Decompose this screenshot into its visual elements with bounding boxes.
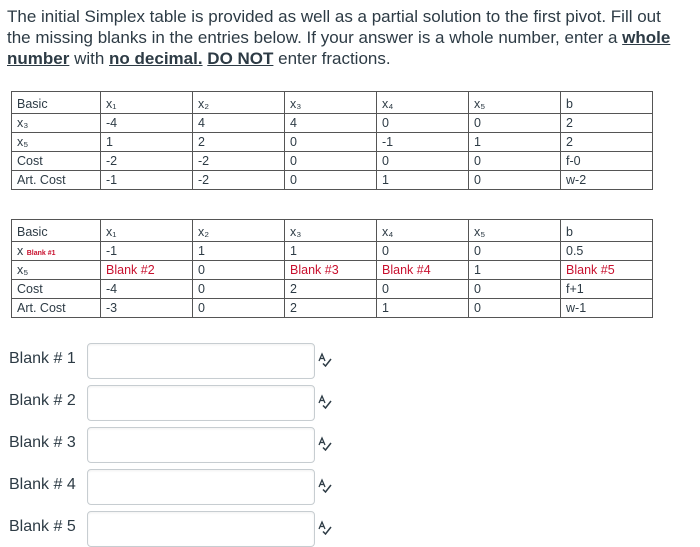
table-cell: x₅ <box>12 133 101 152</box>
spellcheck-icon[interactable] <box>317 435 333 451</box>
table-row <box>12 171 653 190</box>
table-cell: 0 <box>377 280 469 299</box>
table-row <box>12 261 653 280</box>
basic-variable: x <box>17 244 24 258</box>
table-cell: -2 <box>193 171 285 190</box>
table-cell: Cost <box>12 280 101 299</box>
table-cell: 0 <box>193 280 285 299</box>
instructions-text: with <box>69 49 110 68</box>
table-cell: 0 <box>285 171 377 190</box>
table-cell: 0 <box>193 261 285 280</box>
table-cell: 1 <box>285 242 377 261</box>
table-cell: -3 <box>101 299 193 318</box>
header-cell: b <box>561 92 653 114</box>
instructions <box>7 6 687 69</box>
table-cell: -4 <box>101 280 193 299</box>
blank-3-input[interactable] <box>87 427 315 463</box>
table-cell: x₃ <box>12 114 101 133</box>
instructions-emphasis-no-decimal: no decimal. <box>109 49 203 68</box>
header-cell: x₃ <box>285 92 377 114</box>
table-cell: 4 <box>193 114 285 133</box>
table-cell: 1 <box>469 133 561 152</box>
spellcheck-icon[interactable] <box>317 477 333 493</box>
table-cell: f+1 <box>561 280 653 299</box>
blank-5-input[interactable] <box>87 511 315 547</box>
blank-2-label: Blank # 2 <box>9 392 76 409</box>
table-cell: 0 <box>469 114 561 133</box>
table-cell: Art. Cost <box>12 299 101 318</box>
table-cell: 0 <box>469 152 561 171</box>
blank-5-marker: Blank #5 <box>561 261 653 280</box>
table-cell: 2 <box>561 114 653 133</box>
instructions-text: enter fractions. <box>273 49 391 68</box>
header-cell: x₄ <box>377 220 469 242</box>
table-cell: 0 <box>469 299 561 318</box>
table-cell: 1 <box>377 171 469 190</box>
table-cell: 0 <box>285 152 377 171</box>
table-cell: 2 <box>193 133 285 152</box>
table-cell: 0 <box>377 152 469 171</box>
table-cell: 2 <box>285 280 377 299</box>
header-cell: x₅ <box>469 220 561 242</box>
header-cell: x₁ <box>101 220 193 242</box>
spellcheck-icon[interactable] <box>317 393 333 409</box>
table-cell: -2 <box>193 152 285 171</box>
header-cell: x₅ <box>469 92 561 114</box>
table-cell: w-2 <box>561 171 653 190</box>
table-row <box>12 133 653 152</box>
header-cell: x₃ <box>285 220 377 242</box>
header-cell: x₂ <box>193 92 285 114</box>
table-row <box>12 280 653 299</box>
blank-2-input[interactable] <box>87 385 315 421</box>
table-cell: w-1 <box>561 299 653 318</box>
instructions-text: The initial Simplex table is provided as well as a partial solution to the first pivot. Fill out the missing blanks in the entries below. If your answer is a whole number, enter a <box>7 7 661 47</box>
table-cell: -1 <box>101 242 193 261</box>
table-cell: 1 <box>193 242 285 261</box>
table-header-row <box>12 220 653 242</box>
table-row <box>12 152 653 171</box>
table-cell: 0 <box>377 242 469 261</box>
table-cell: 0 <box>469 242 561 261</box>
table-cell: 0 <box>377 114 469 133</box>
table-cell: 4 <box>285 114 377 133</box>
table-header-row <box>12 92 653 114</box>
table-cell: 0 <box>469 171 561 190</box>
table-cell: 0.5 <box>561 242 653 261</box>
spellcheck-icon[interactable] <box>317 519 333 535</box>
blank-1-marker: Blank #1 <box>26 250 56 257</box>
table-cell: Cost <box>12 152 101 171</box>
table-cell: 2 <box>285 299 377 318</box>
table-cell: -1 <box>101 171 193 190</box>
table-cell: 1 <box>377 299 469 318</box>
header-cell: x₄ <box>377 92 469 114</box>
table-cell: f-0 <box>561 152 653 171</box>
table-cell: 1 <box>101 133 193 152</box>
header-cell: b <box>561 220 653 242</box>
blank-1-input[interactable] <box>87 343 315 379</box>
table-cell-basic <box>12 242 101 261</box>
table-cell: 0 <box>193 299 285 318</box>
table-cell: 1 <box>469 261 561 280</box>
table-cell: 0 <box>285 133 377 152</box>
blank-5-label: Blank # 5 <box>9 518 76 535</box>
table-row <box>12 114 653 133</box>
blank-3-marker: Blank #3 <box>285 261 377 280</box>
header-cell: Basic <box>12 220 101 242</box>
table-cell: -1 <box>377 133 469 152</box>
blank-3-label: Blank # 3 <box>9 434 76 451</box>
table-row <box>12 242 653 261</box>
table-cell: 0 <box>469 280 561 299</box>
blank-4-input[interactable] <box>87 469 315 505</box>
instructions-emphasis-do-not: DO NOT <box>207 49 274 68</box>
blank-4-label: Blank # 4 <box>9 476 76 493</box>
header-cell: x₁ <box>101 92 193 114</box>
spellcheck-icon[interactable] <box>317 351 333 367</box>
table-cell: x₅ <box>12 261 101 280</box>
table-cell: 2 <box>561 133 653 152</box>
header-cell: x₂ <box>193 220 285 242</box>
blank-4-marker: Blank #4 <box>377 261 469 280</box>
table-cell: -2 <box>101 152 193 171</box>
blank-2-marker: Blank #2 <box>101 261 193 280</box>
blank-1-label: Blank # 1 <box>9 350 76 367</box>
instructions-emphasis-whole-number: whole number <box>7 28 671 68</box>
table-cell: -4 <box>101 114 193 133</box>
table-cell: Art. Cost <box>12 171 101 190</box>
pivot-simplex-table <box>11 219 653 318</box>
initial-simplex-table <box>11 91 653 190</box>
header-cell: Basic <box>12 92 101 114</box>
table-row <box>12 299 653 318</box>
